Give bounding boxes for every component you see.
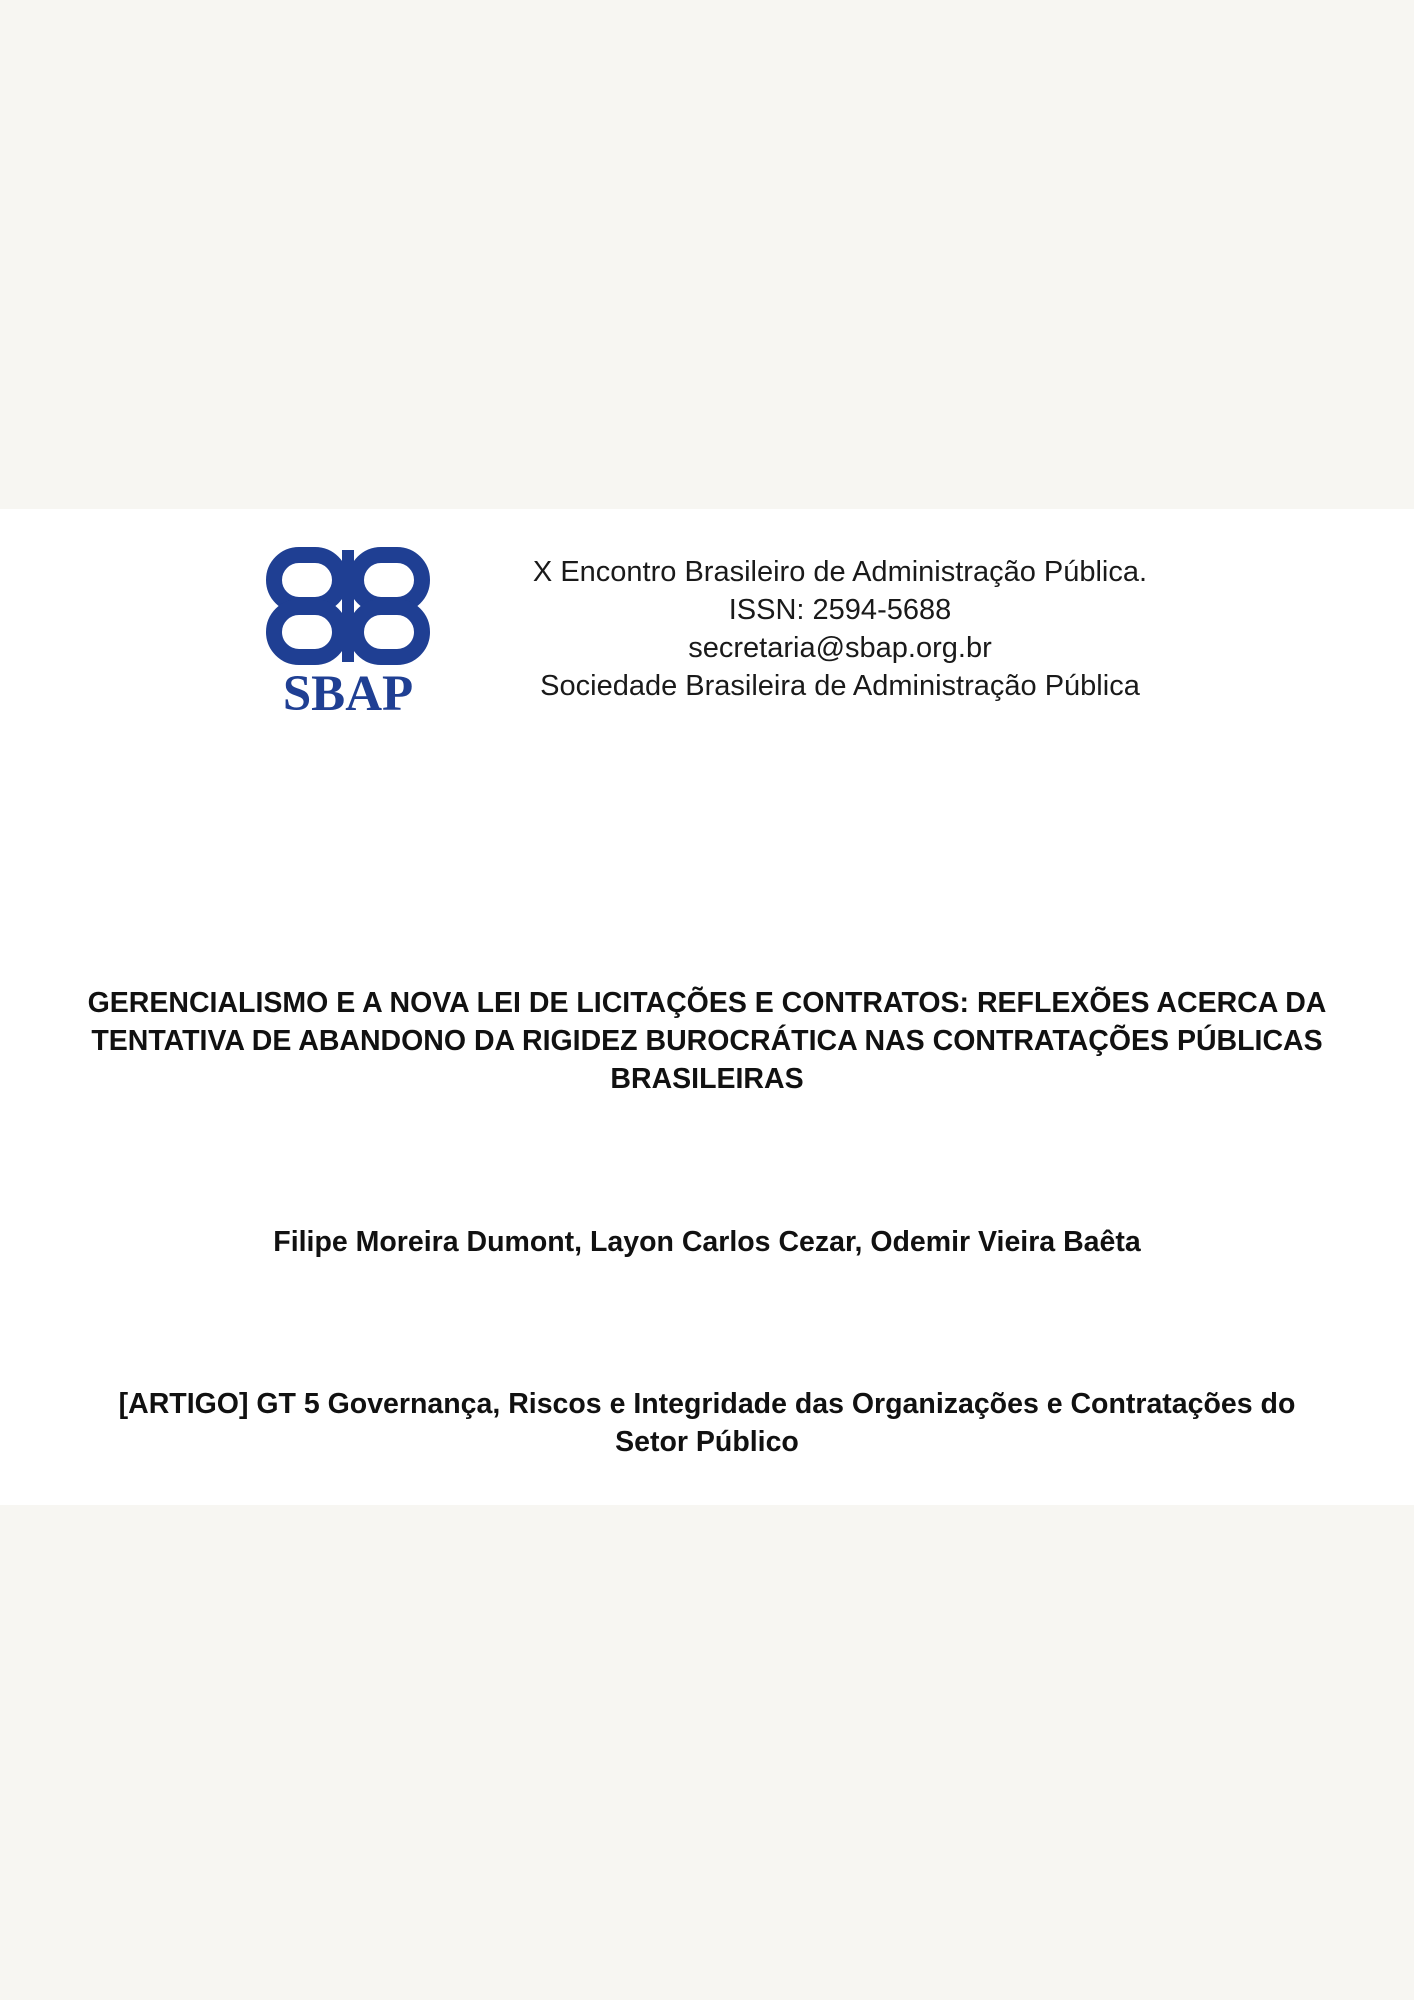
issn: ISSN: 2594-5688 xyxy=(728,594,952,626)
society-name: Sociedade Brasileira de Administração Pública xyxy=(540,670,1140,702)
paper-title-line: BRASILEIRAS xyxy=(610,1063,804,1095)
document-page xyxy=(0,509,1414,1505)
sbap-logo-text: SBAP xyxy=(282,666,414,716)
paper-title xyxy=(8,984,1406,1098)
paper-track-line: [ARTIGO] GT 5 Governança, Riscos e Integridade das Organizações e Contratações do xyxy=(118,1388,1296,1420)
paper-track-line: Setor Público xyxy=(615,1426,799,1458)
event-header xyxy=(490,553,1190,705)
sbap-logo-mark xyxy=(262,546,434,716)
sbap-logo xyxy=(262,546,434,716)
contact-email: secretaria@sbap.org.br xyxy=(688,632,992,664)
paper-authors: Filipe Moreira Dumont, Layon Carlos Cezar, Odemir Vieira Baêta xyxy=(273,1226,1141,1258)
event-name: X Encontro Brasileiro de Administração Pública. xyxy=(532,556,1148,588)
paper-title-line: GERENCIALISMO E A NOVA LEI DE LICITAÇÕES E CONTRATOS: REFLEXÕES ACERCA DA xyxy=(87,987,1327,1019)
paper-track xyxy=(0,1385,1414,1461)
paper-title-line: TENTATIVA DE ABANDONO DA RIGIDEZ BUROCRÁTICA NAS CONTRATAÇÕES PÚBLICAS xyxy=(91,1025,1323,1057)
